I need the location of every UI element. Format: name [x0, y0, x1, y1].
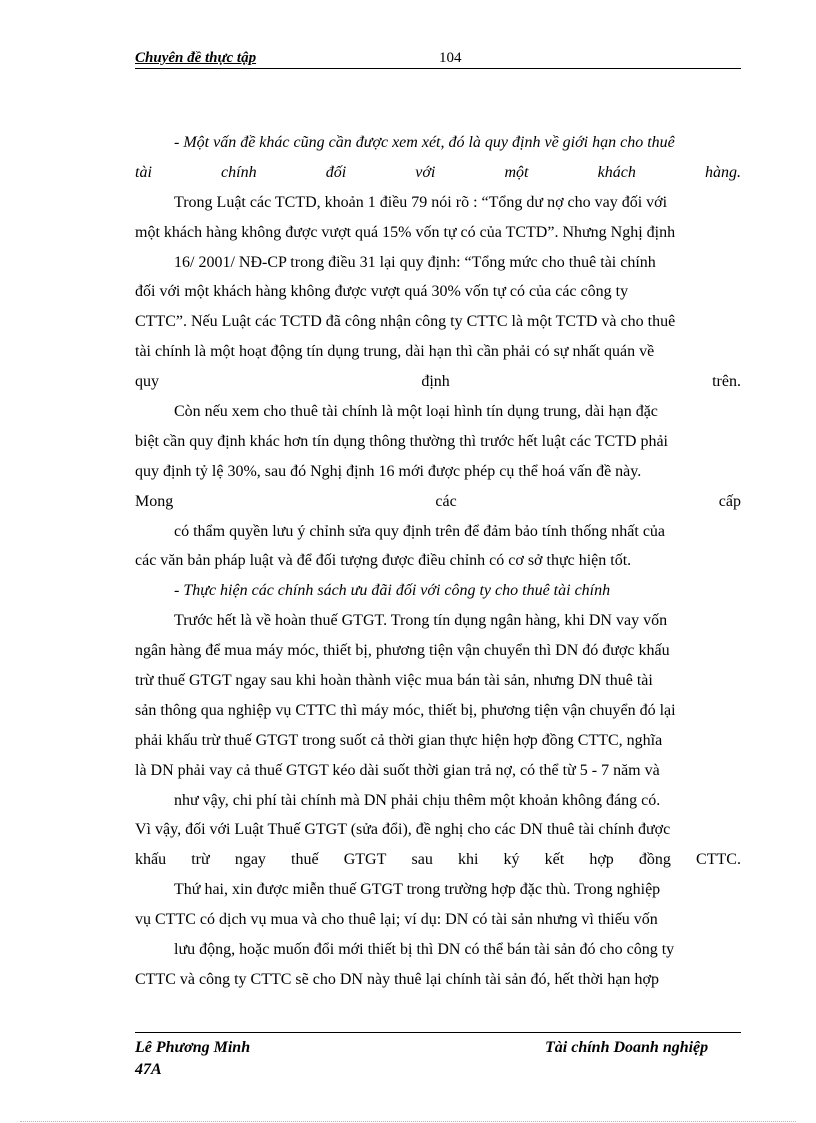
word: một [504, 163, 529, 181]
word: trên. [712, 373, 741, 391]
word: GTGT [343, 851, 387, 869]
paragraph-line: Trong Luật các TCTD, khoản 1 điều 79 nói rõ : “Tổng dư nợ cho vay đối với [174, 193, 668, 211]
word: quy [135, 373, 159, 391]
word: tài [135, 163, 152, 181]
word: đồng [638, 851, 671, 869]
paragraph-line: Còn nếu xem cho thuê tài chính là một loại hình tín dụng trung, dài hạn đặc [174, 403, 658, 421]
paragraph-line: một khách hàng không được vượt quá 15% vốn tự có của TCTD”. Nhưng Nghị định [135, 223, 676, 241]
word: chính [221, 163, 257, 181]
paragraph-line: lưu động, hoặc muốn đổi mới thiết bị thì DN có thể bán tài sản đó cho công ty [174, 941, 675, 959]
footer-class: 47A [135, 1061, 162, 1078]
page-header [135, 48, 741, 69]
paragraph-line: - Thực hiện các chính sách ưu đãi đối với công ty cho thuê tài chính [174, 582, 611, 600]
paragraph-line [135, 845, 741, 875]
footer-department: Tài chính Doanh nghiệp [545, 1039, 709, 1056]
word: ký [503, 851, 520, 869]
word: khách [597, 163, 636, 181]
paragraph-line: sản thông qua nghiệp vụ CTTC thì máy móc, thiết bị, phương tiện vận chuyển đó lại [135, 701, 676, 719]
paragraph-line: Trước hết là về hoàn thuế GTGT. Trong tín dụng ngân hàng, khi DN vay vốn [174, 612, 668, 630]
word: định [421, 373, 450, 391]
word: đối [325, 163, 347, 181]
paragraph-line: Thứ hai, xin được miễn thuế GTGT trong trường hợp đặc thù. Trong nghiệp [174, 881, 661, 899]
paragraph-line: - Một vấn đề khác cũng cần được xem xét, đó là quy định về giới hạn cho thuê [174, 134, 675, 151]
page-footer [135, 1032, 741, 1078]
word: khấu [135, 851, 167, 869]
word: thuế [291, 851, 319, 869]
paragraph-line: Vì vậy, đối với Luật Thuế GTGT (sửa đổi), đề nghị cho các DN thuê tài chính được [135, 821, 671, 839]
paragraph-line: trừ thuế GTGT ngay sau khi hoàn thành việc mua bán tài sản, nhưng DN thuê tài [135, 672, 653, 690]
word: sau [411, 851, 433, 869]
page-number: 104 [439, 50, 462, 66]
word: cấp [718, 492, 741, 510]
footer-author: Lê Phương Minh [135, 1039, 251, 1056]
paragraph-line [135, 487, 741, 517]
paragraph-line [135, 367, 741, 397]
paragraph-line: có thẩm quyền lưu ý chỉnh sửa quy định trên để đảm bảo tính thống nhất của [174, 522, 666, 540]
word: hợp [589, 851, 614, 869]
word: Mong [135, 492, 174, 510]
header-title: Chuyên đề thực tập [135, 50, 257, 66]
paragraph-line: là DN phải vay cả thuế GTGT kéo dài suốt thời gian trả nợ, có thể từ 5 - 7 năm và [135, 761, 660, 779]
paragraph-line: vụ CTTC có dịch vụ mua và cho thuê lại; ví dụ: DN có tài sản nhưng vì thiếu vốn [135, 911, 658, 929]
paragraph-line [135, 158, 741, 188]
paragraph-line: tài chính là một hoạt động tín dụng trung, dài hạn thì cần phải có sự nhất quán về [135, 343, 655, 361]
word: ngay [234, 851, 266, 869]
paragraph-line: như vậy, chi phí tài chính mà DN phải chịu thêm một khoản không đáng có. [174, 791, 661, 809]
word: với [415, 163, 436, 181]
paragraph-line: đối với một khách hàng không được vượt quá 30% vốn tự có của các công ty [135, 283, 629, 301]
word: các [435, 492, 457, 510]
paragraph-line: CTTC”. Nếu Luật các TCTD đã công nhận công ty CTTC là một TCTD và cho thuê [135, 313, 676, 331]
word: CTTC. [696, 851, 741, 869]
word: trừ [191, 851, 210, 869]
word: kết [544, 851, 565, 869]
paragraph-line: phải khấu trừ thuế GTGT trong suốt cả thời gian thực hiện hợp đồng CTTC, nghĩa [135, 731, 663, 749]
paragraph-line: biệt cần quy định khác hơn tín dụng thông thường thì trước hết luật các TCTD phải [135, 432, 668, 450]
paragraph-line: 16/ 2001/ NĐ-CP trong điều 31 lại quy định: “Tổng mức cho thuê tài chính [174, 253, 656, 271]
document-body [135, 128, 741, 995]
paragraph-line: CTTC và công ty CTTC sẽ cho DN này thuê lại chính tài sản đó, hết thời hạn hợp [135, 970, 659, 988]
paragraph-line: quy định tỷ lệ 30%, sau đó Nghị định 16 mới được phép cụ thể hoá vấn đề này. [135, 462, 642, 480]
word: khi [457, 851, 479, 869]
word: hàng. [704, 163, 741, 181]
paragraph-line: các văn bản pháp luật và để đối tượng được điều chỉnh có cơ sở thực hiện tốt. [135, 552, 632, 570]
page-bottom-divider [20, 1121, 796, 1122]
paragraph-line: ngân hàng để mua máy móc, thiết bị, phương tiện vận chuyển thì DN đó được khấu [135, 642, 670, 660]
